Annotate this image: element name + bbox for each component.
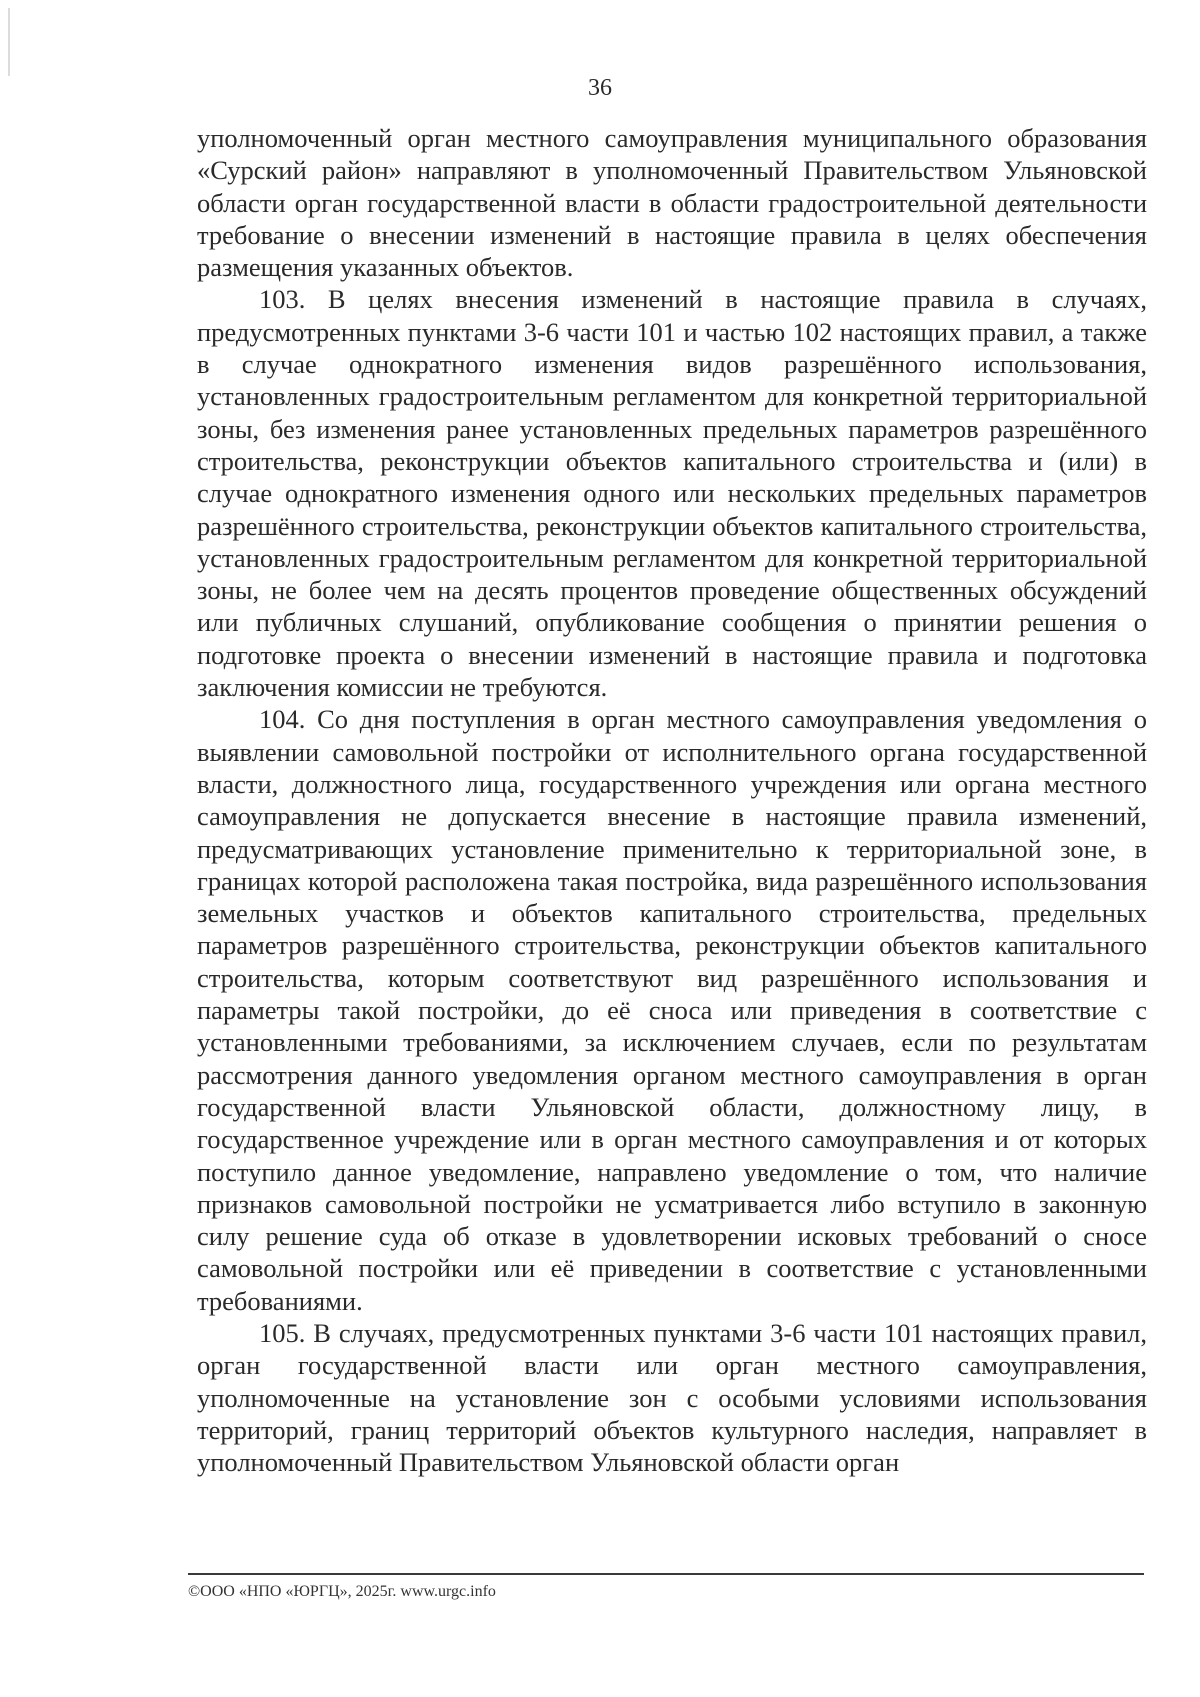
footer-copyright: ©ООО «НПО «ЮРГЦ», 2025г. www.urgc.info <box>188 1583 496 1600</box>
scan-edge-mark <box>8 8 10 76</box>
footer-divider <box>188 1573 1144 1575</box>
document-body <box>197 122 1147 1478</box>
paragraph-103: 103. В целях внесения изменений в настоящие правила в случаях, предусмотренных пунктами 3-6 части 101 и частью 102 настоящих правил, а также в случае однократного изменения видов разрешённого использования, установленных градостроительным регламентом для конкретной территориальной зоны, без изменения ранее установленных предельных параметров разрешённого строительства, реконструкции объектов капитального строительства и (или) в случае однократного изменения одного или нескольких предельных параметров разрешённого строительства, реконструкции объектов капитального строительства, установленных градостроительным регламентом для конкретной территориальной зоны, не более чем на десять процентов проведение общественных обсуждений или публичных слушаний, опубликование сообщения о принятии решения о подготовке проекта о внесении изменений в настоящие правила и подготовка заключения комиссии не требуются. <box>197 284 1147 703</box>
page-number: 36 <box>588 75 612 101</box>
paragraph-104: 104. Со дня поступления в орган местного самоуправления уведомления о выявлении самовольной постройки от исполнительного органа государственной власти, должностного лица, государственного учреждения или органа местного самоуправления не допускается внесение в настоящие правила изменений, предусматривающих установление применительно к территориальной зоне, в границах которой расположена такая постройка, вида разрешённого использования земельных участков и объектов капитального строительства, предельных параметров разрешённого строительства, реконструкции объектов капитального строительства, которым соответствуют вид разрешённого использования и параметры такой постройки, до её сноса или приведения в соответствие с установленными требованиями, за исключением случаев, если по результатам рассмотрения данного уведомления органом местного самоуправления в орган государственной власти Ульяновской области, должностному лицу, в государственное учреждение или в орган местного самоуправления и от которых поступило данное уведомление, направлено уведомление о том, что наличие признаков самовольной постройки не усматривается либо вступило в законную силу решение суда об отказе в удовлетворении исковых требований о сносе самовольной постройки или её приведении в соответствие с установленными требованиями. <box>197 704 1147 1316</box>
paragraph-continuation: уполномоченный орган местного самоуправления муниципального образования «Сурский район» направляют в уполномоченный Правительством Ульяновской области орган государственной власти в области градостроительной деятельности требование о внесении изменений в настоящие правила в целях обеспечения размещения указанных объектов. <box>197 123 1147 283</box>
paragraph-105: 105. В случаях, предусмотренных пунктами 3-6 части 101 настоящих правил, орган государственной власти или орган местного самоуправления, уполномоченные на установление зон с особыми условиями использования территорий, границ территорий объектов культурного наследия, направляет в уполномоченный Правительством Ульяновской области орган <box>197 1317 1147 1478</box>
